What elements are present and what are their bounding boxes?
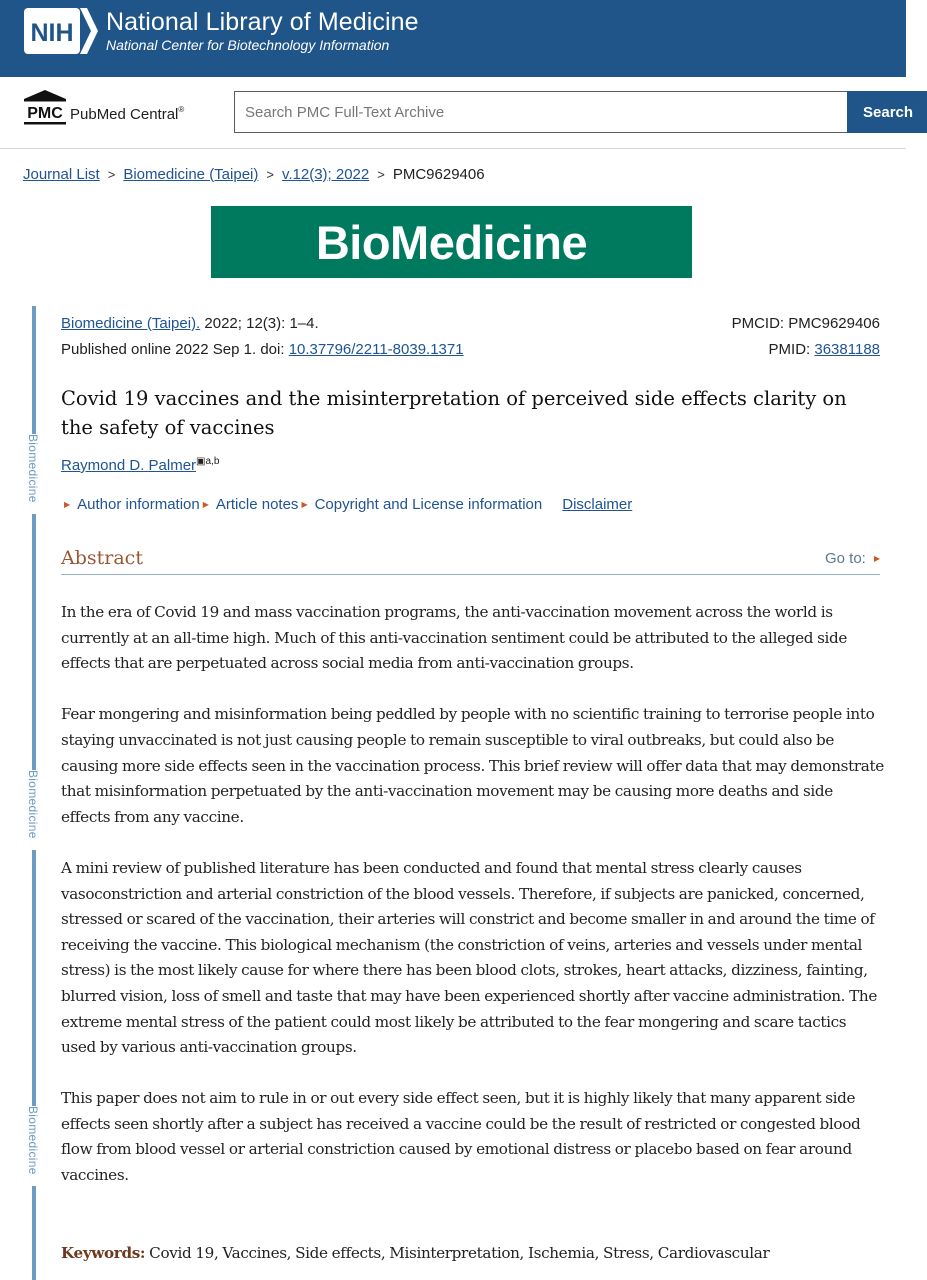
article-info-links xyxy=(61,496,632,513)
abstract-paragraph: Fear mongering and misinformation being peddled by people with no scientific training to terrorise people into staying unvaccinated is not just causing people to remain susceptible to viral outbreaks, but could also be causing more side effects seen in the vaccination process. This brief review will offer data that may demonstrate that misinformation perpetuated by the anti-vaccination movement may be causing more deaths and side effects from any vaccine. xyxy=(61,705,884,826)
author-link[interactable]: Raymond D. Palmer xyxy=(61,457,197,474)
search-input[interactable] xyxy=(234,91,848,133)
nih-subtitle: National Center for Biotechnology Information xyxy=(106,37,390,53)
breadcrumb-issue[interactable]: v.12(3); 2022 xyxy=(281,166,370,183)
citation-details: 2022; 12(3): 1–4. xyxy=(200,315,319,332)
goto-menu[interactable] xyxy=(825,550,880,567)
sidebar-label-text: Biomedicine xyxy=(26,770,40,839)
pmid xyxy=(732,337,880,363)
triangle-right-icon: ▶ xyxy=(202,500,209,509)
pmc-logo[interactable] xyxy=(22,89,202,125)
copyright-toggle[interactable]: Copyright and License information xyxy=(314,496,543,513)
abstract-body xyxy=(61,600,885,1214)
sidebar-label xyxy=(25,434,43,514)
author-affiliation-sup[interactable] xyxy=(196,456,219,467)
journal-link[interactable]: Biomedicine (Taipei). xyxy=(61,315,201,332)
abstract-paragraph: In the era of Covid 19 and mass vaccination programs, the anti-vaccination movement across the world is currently at an all-time high. Much of this anti-vaccination sentiment could be attributed to the alleged side effects that are perpetuated across social media from anti-vaccination groups. xyxy=(61,603,848,673)
article-title: Covid 19 vaccines and the misinterpretation of perceived side effects clarity on the safety of vaccines xyxy=(61,387,847,439)
keywords-list: Covid 19, Vaccines, Side effects, Misinterpretation, Ischemia, Stress, Cardiovascular xyxy=(149,1244,770,1262)
breadcrumb-journal[interactable]: Biomedicine (Taipei) xyxy=(123,166,259,183)
search-button[interactable]: Search xyxy=(847,91,927,133)
journal-banner[interactable] xyxy=(211,206,692,278)
citation-line xyxy=(61,311,464,337)
triangle-right-icon[interactable]: ▶ xyxy=(873,554,880,563)
nih-logo-icon[interactable] xyxy=(24,8,98,54)
email-icon[interactable]: ▣ xyxy=(196,456,206,467)
keywords xyxy=(61,1240,891,1266)
abstract-paragraph: This paper does not aim to rule in or out every side effect seen, but it is highly likely that many apparent side effects seen shortly after a subject has received a vaccine could be the result of restricted or congested blood flow from blood vessel or arterial constriction caused by emotional distress or placebo based on fear around vaccines. xyxy=(61,1089,861,1185)
article-ids xyxy=(732,311,880,363)
breadcrumb-separator: > xyxy=(377,167,385,182)
triangle-right-icon: ▶ xyxy=(64,500,71,509)
triangle-right-icon: ▶ xyxy=(301,500,308,509)
svg-text:PMC: PMC xyxy=(27,105,63,122)
published-line xyxy=(61,337,464,363)
pmcid-label: PMCID: xyxy=(731,315,789,332)
breadcrumb xyxy=(23,166,485,183)
breadcrumb-journal-list[interactable]: Journal List xyxy=(23,166,100,183)
sidebar-label-text: Biomedicine xyxy=(26,1106,40,1175)
svg-text:NIH: NIH xyxy=(30,19,74,47)
breadcrumb-separator: > xyxy=(266,167,274,182)
breadcrumb-current: PMC9629406 xyxy=(392,166,485,183)
pmc-header xyxy=(0,77,914,149)
abstract-paragraph: A mini review of published literature has been conducted and found that mental stress clearly causes vasoconstriction and arterial constriction of the blood vessels. Therefore, if subjects are panicked, concerned, stressed or scared of the vaccination, their arteries will constrict and become smaller in and around the time of receiving the vaccine. This biological mechanism (the constriction of veins, arteries and vessels under mental stress) is the most likely cause for where there has been blood clots, strokes, heart attacks, dizziness, fainting, blurred vision, loss of smell and taste that may have been experienced shortly after vaccine administration. The extreme mental stress of the patient could most likely be attributed to the fear mongering and scare tactics used by various anti-vaccination groups. xyxy=(61,858,877,1057)
sidebar-label-text: Biomedicine xyxy=(26,434,40,503)
sidebar-label xyxy=(25,770,43,850)
author-information-toggle[interactable]: Author information xyxy=(77,496,200,513)
pmc-name: PubMed Central® xyxy=(70,105,185,123)
pmid-link[interactable]: 36381188 xyxy=(814,341,880,358)
article-notes-toggle[interactable]: Article notes xyxy=(215,496,299,513)
abstract-heading: Abstract xyxy=(61,547,143,569)
journal-banner-name: BioMedicine xyxy=(315,215,588,269)
doi-link[interactable]: 10.37796/2211-8039.1371 xyxy=(288,341,464,358)
goto-label[interactable]: Go to: xyxy=(824,550,866,567)
breadcrumb-separator: > xyxy=(107,167,116,182)
nih-title[interactable]: National Library of Medicine xyxy=(106,8,419,36)
pmid-label: PMID: xyxy=(768,341,815,358)
disclaimer-link[interactable]: Disclaimer xyxy=(562,496,633,513)
sidebar-label xyxy=(25,1106,43,1186)
published-prefix: Published online 2022 Sep 1. doi: xyxy=(61,341,289,358)
nih-banner xyxy=(0,0,906,77)
author-sup-text: a,b xyxy=(205,456,220,467)
pmcid xyxy=(732,311,880,337)
keywords-label: Keywords: xyxy=(61,1244,146,1262)
abstract-heading-bar xyxy=(61,544,880,575)
author-line xyxy=(61,456,219,474)
citation xyxy=(61,311,464,363)
pmcid-value: PMC9629406 xyxy=(788,315,880,332)
pmc-house-icon xyxy=(22,89,68,127)
